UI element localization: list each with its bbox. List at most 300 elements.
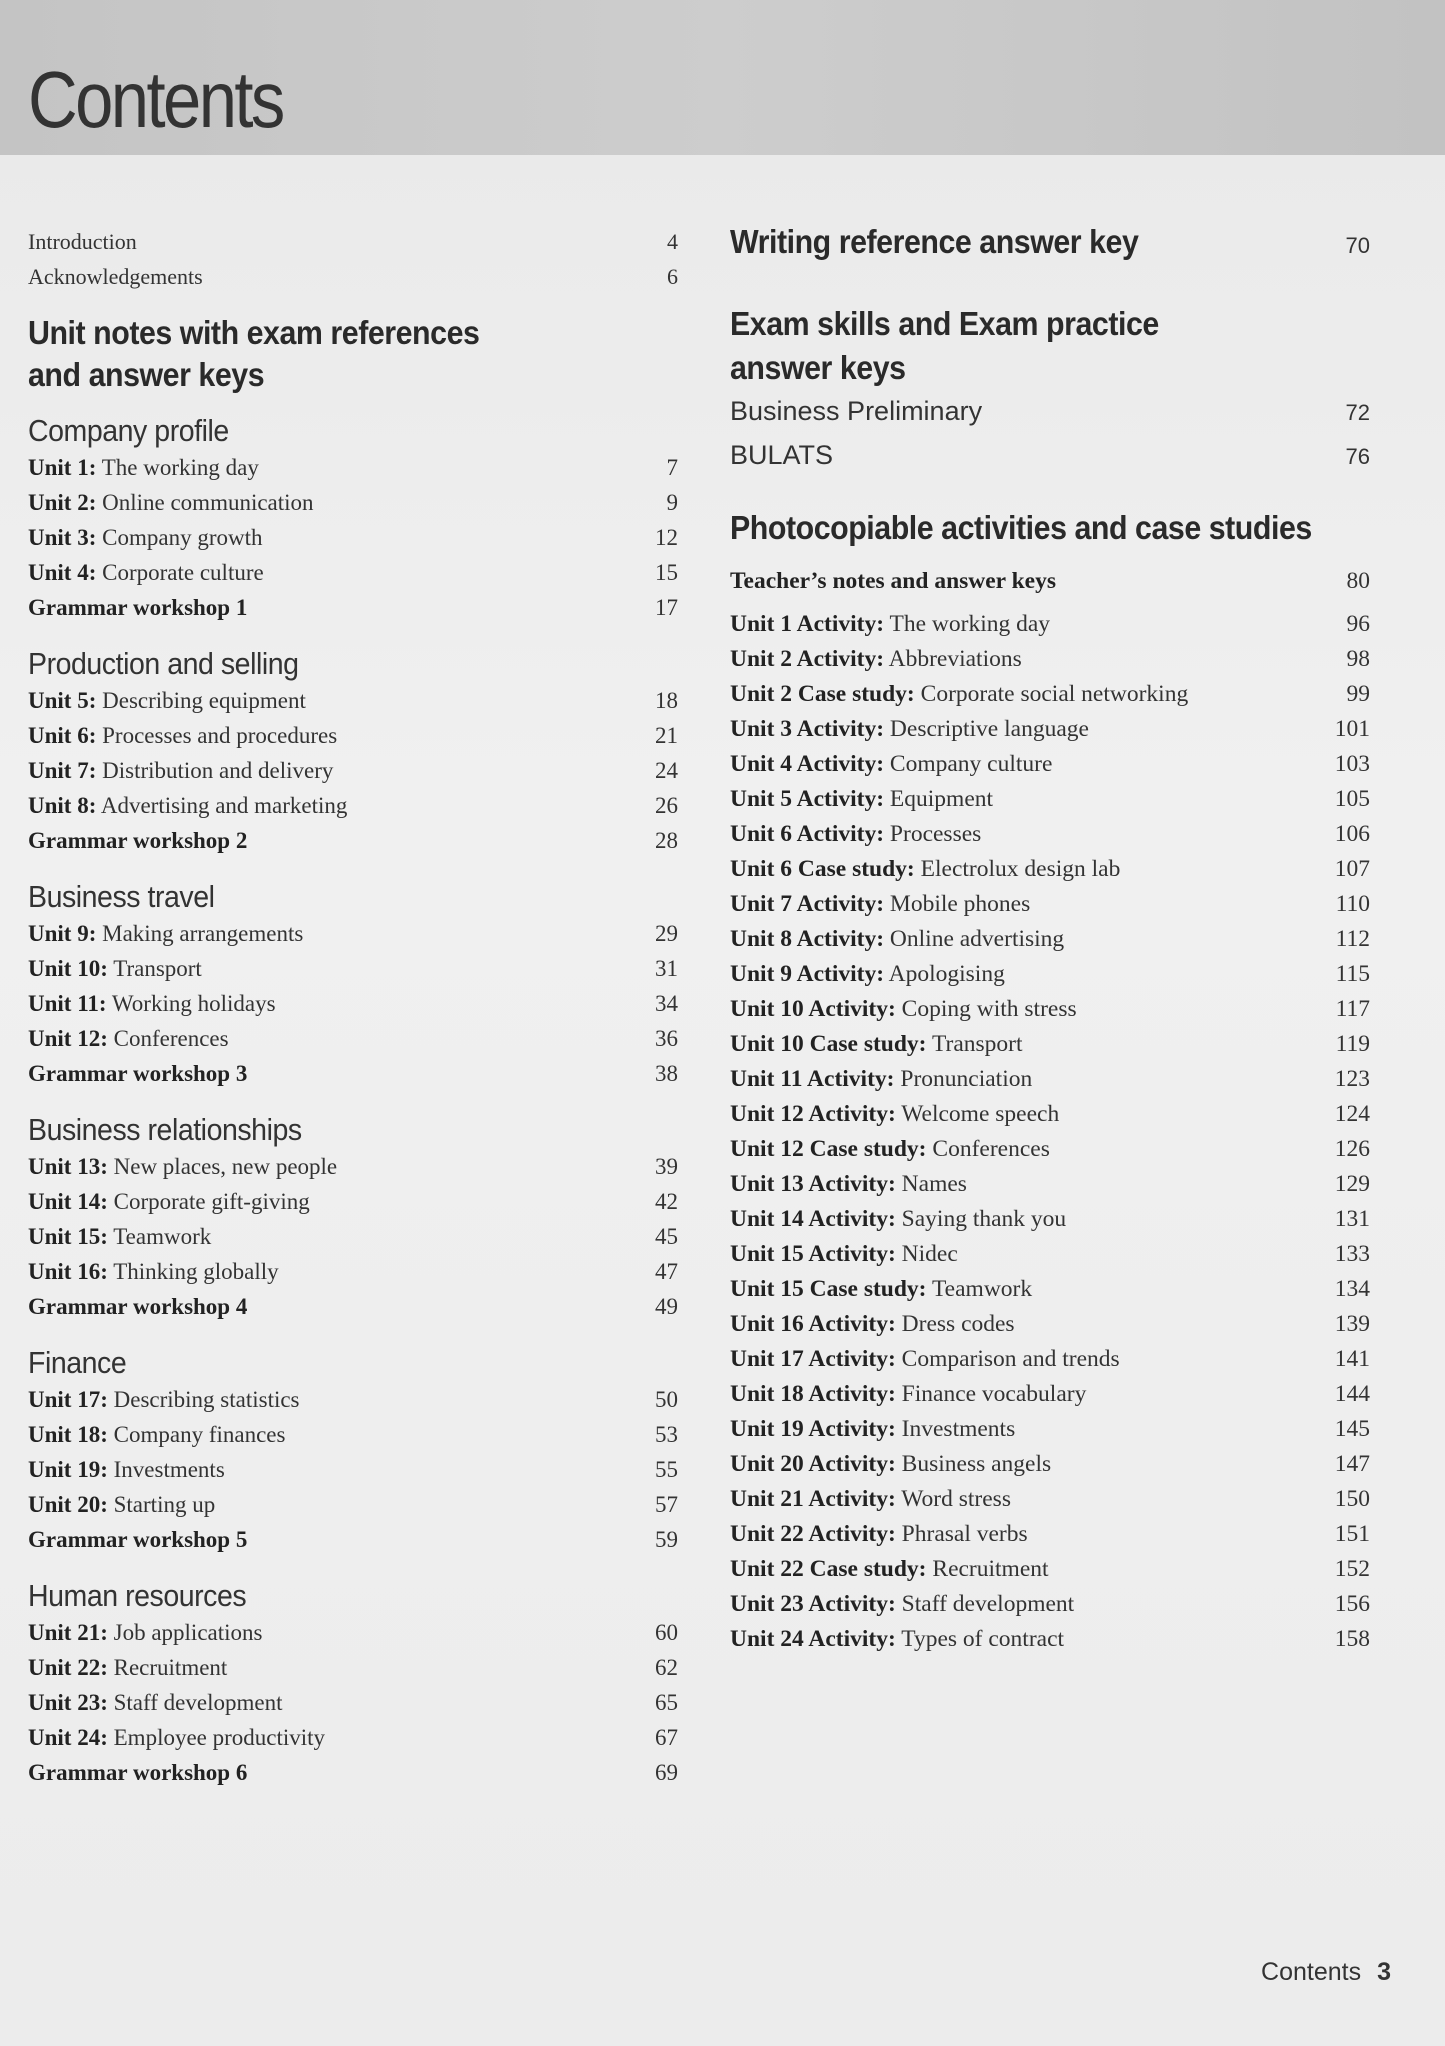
entry-unit-label: Unit 22 Case study: bbox=[730, 1556, 927, 1582]
entry-label bbox=[730, 1447, 1051, 1482]
entry-label bbox=[730, 1622, 1064, 1657]
entry-page: 131 bbox=[1334, 1206, 1370, 1232]
entry-page: 6 bbox=[667, 264, 678, 289]
contents-entry[interactable] bbox=[730, 677, 1370, 712]
entry-label bbox=[28, 986, 276, 1021]
contents-entry[interactable] bbox=[28, 1487, 678, 1522]
entry-unit-label: Unit 23 Activity: bbox=[730, 1591, 896, 1617]
entry-unit-label: Unit 10: bbox=[28, 956, 108, 981]
entry-title: Transport bbox=[107, 956, 202, 981]
contents-entry[interactable] bbox=[730, 782, 1370, 817]
entry-title: Distribution and delivery bbox=[96, 758, 334, 783]
entry-label bbox=[730, 642, 1022, 677]
entry-page: 129 bbox=[1334, 1171, 1370, 1197]
contents-entry[interactable] bbox=[730, 887, 1370, 922]
entry-page: 67 bbox=[655, 1725, 678, 1750]
contents-entry[interactable] bbox=[730, 1062, 1370, 1097]
photocopiable-heading: Photocopiable activities and case studies bbox=[730, 509, 1312, 546]
exam-item-label: BULATS bbox=[730, 440, 834, 470]
entry-unit-label: Unit 23: bbox=[28, 1690, 108, 1715]
entry-unit-label: Unit 2: bbox=[28, 490, 97, 515]
entry-page: 28 bbox=[655, 828, 678, 853]
entry-unit-label: Unit 19 Activity: bbox=[730, 1416, 896, 1442]
contents-entry[interactable] bbox=[730, 564, 1370, 599]
contents-entry[interactable] bbox=[730, 1552, 1370, 1587]
contents-entry[interactable] bbox=[28, 224, 678, 259]
contents-entry[interactable] bbox=[28, 1254, 678, 1289]
entry-unit-label: Unit 9: bbox=[28, 921, 97, 946]
entry-page: 101 bbox=[1334, 716, 1370, 742]
section-title: Business travel bbox=[28, 879, 215, 914]
entry-unit-label: Unit 21 Activity: bbox=[730, 1486, 896, 1512]
entry-title: Finance vocabulary bbox=[895, 1381, 1087, 1407]
contents-entry[interactable] bbox=[730, 1342, 1370, 1377]
entry-label bbox=[28, 1149, 337, 1184]
exam-item[interactable] bbox=[730, 434, 1370, 478]
entry-label bbox=[28, 590, 247, 625]
contents-entry[interactable] bbox=[28, 718, 678, 753]
entry-page: 7 bbox=[666, 455, 678, 480]
entry-label bbox=[28, 1219, 211, 1254]
entry-unit-label: Unit 19: bbox=[28, 1457, 108, 1482]
contents-entry[interactable] bbox=[28, 1149, 678, 1184]
footer-label: Contents bbox=[1261, 1958, 1362, 1986]
entry-title: Conferences bbox=[926, 1136, 1050, 1162]
entry-page: 144 bbox=[1334, 1381, 1370, 1407]
section-title: Human resources bbox=[28, 1578, 247, 1613]
entry-label bbox=[28, 1615, 262, 1650]
entry-title: Corporate culture bbox=[96, 560, 264, 585]
entry-page: 34 bbox=[655, 991, 678, 1016]
contents-entry[interactable] bbox=[730, 1167, 1370, 1202]
entry-title: The working day bbox=[96, 455, 259, 480]
contents-entry[interactable] bbox=[730, 1447, 1370, 1482]
entry-page: 55 bbox=[655, 1457, 678, 1482]
entry-unit-label: Unit 2 Activity: bbox=[730, 646, 885, 672]
entry-title: Abbreviations bbox=[884, 646, 1022, 672]
entry-page: 38 bbox=[655, 1061, 678, 1086]
entry-unit-label: Unit 15: bbox=[28, 1224, 108, 1249]
writing-reference-heading: Writing reference answer key bbox=[730, 223, 1139, 260]
entry-title: Staff development bbox=[895, 1591, 1075, 1617]
entry-title: Coping with stress bbox=[895, 996, 1077, 1022]
right-column bbox=[730, 220, 1370, 1657]
exam-skills-heading-line2: answer keys bbox=[730, 349, 906, 386]
entry-label bbox=[28, 1289, 247, 1324]
contents-entry[interactable] bbox=[28, 1021, 678, 1056]
entry-title: Recruitment bbox=[107, 1655, 228, 1680]
unit-section bbox=[28, 412, 678, 625]
entry-title: Conferences bbox=[107, 1026, 229, 1051]
entry-page: 139 bbox=[1334, 1311, 1370, 1337]
entry-unit-label: Unit 15 Case study: bbox=[730, 1276, 927, 1302]
contents-entry[interactable] bbox=[28, 555, 678, 590]
contents-entry[interactable] bbox=[730, 922, 1370, 957]
entry-title: Descriptive language bbox=[884, 716, 1089, 742]
entry-page: 12 bbox=[655, 525, 678, 550]
entry-title: Corporate social networking bbox=[914, 681, 1189, 707]
entry-unit-label: Grammar workshop 4 bbox=[28, 1294, 248, 1319]
entry-page: 53 bbox=[655, 1422, 678, 1447]
entry-title: Comparison and trends bbox=[895, 1346, 1120, 1372]
entry-page: 15 bbox=[655, 560, 678, 585]
entry-label bbox=[730, 887, 1030, 922]
entry-title: Describing equipment bbox=[96, 688, 306, 713]
entry-label bbox=[730, 782, 993, 817]
entry-page: 151 bbox=[1334, 1521, 1370, 1547]
entry-page: 123 bbox=[1334, 1066, 1370, 1092]
entry-label bbox=[730, 1342, 1120, 1377]
entry-unit-label: Unit 3 Activity: bbox=[730, 716, 885, 742]
entry-page: 62 bbox=[655, 1655, 678, 1680]
contents-entry[interactable] bbox=[28, 1382, 678, 1417]
entry-unit-label: Unit 7: bbox=[28, 758, 97, 783]
entry-unit-label: Unit 4: bbox=[28, 560, 97, 585]
entry-unit-label: Unit 11: bbox=[28, 991, 107, 1016]
contents-entry[interactable] bbox=[730, 1097, 1370, 1132]
entry-unit-label: Unit 5: bbox=[28, 688, 97, 713]
contents-entry[interactable] bbox=[28, 788, 678, 823]
entry-page: 60 bbox=[655, 1620, 678, 1645]
entry-label bbox=[730, 1272, 1032, 1307]
entry-unit-label: Unit 7 Activity: bbox=[730, 891, 885, 917]
unit-section bbox=[28, 878, 678, 1091]
entry-unit-label: Unit 17 Activity: bbox=[730, 1346, 896, 1372]
entry-unit-label: Unit 13: bbox=[28, 1154, 108, 1179]
entry-page: 49 bbox=[655, 1294, 678, 1319]
entry-page: 96 bbox=[1346, 611, 1370, 637]
contents-entry[interactable] bbox=[730, 607, 1370, 642]
entry-page: 99 bbox=[1346, 681, 1370, 707]
entry-title: Word stress bbox=[895, 1486, 1011, 1512]
entry-label bbox=[730, 1412, 1015, 1447]
entry-label bbox=[28, 753, 333, 788]
entry-label bbox=[730, 1517, 1028, 1552]
entry-unit-label: Grammar workshop 1 bbox=[28, 595, 248, 620]
entry-label bbox=[730, 1587, 1074, 1622]
entry-unit-label: Unit 20: bbox=[28, 1492, 108, 1517]
unit-notes-heading-line2: and answer keys bbox=[28, 356, 265, 393]
entry-page: 42 bbox=[655, 1189, 678, 1214]
entry-page: 150 bbox=[1334, 1486, 1370, 1512]
entry-page: 45 bbox=[655, 1224, 678, 1249]
entry-unit-label: Unit 4 Activity: bbox=[730, 751, 885, 777]
entry-unit-label: Unit 12: bbox=[28, 1026, 108, 1051]
entry-unit-label: Unit 8: bbox=[28, 793, 97, 818]
entry-label bbox=[730, 852, 1120, 887]
entry-label bbox=[28, 1487, 215, 1522]
entry-unit-label: Unit 22: bbox=[28, 1655, 108, 1680]
entry-unit-label: Unit 24: bbox=[28, 1725, 108, 1750]
entry-label bbox=[28, 1417, 285, 1452]
contents-entry[interactable] bbox=[730, 992, 1370, 1027]
entry-label bbox=[28, 823, 247, 858]
entry-label bbox=[730, 1377, 1086, 1412]
entry-unit-label: Unit 16: bbox=[28, 1259, 108, 1284]
entry-page: 115 bbox=[1335, 961, 1370, 987]
entry-label bbox=[28, 1184, 310, 1219]
contents-entry[interactable] bbox=[28, 1056, 678, 1091]
entry-label bbox=[28, 485, 314, 520]
entry-page: 39 bbox=[655, 1154, 678, 1179]
entry-title: Describing statistics bbox=[107, 1387, 300, 1412]
entry-label bbox=[730, 922, 1064, 957]
entry-page: 69 bbox=[655, 1760, 678, 1785]
entry-title: Investments bbox=[895, 1416, 1016, 1442]
entry-title: Phrasal verbs bbox=[895, 1521, 1028, 1547]
entry-label bbox=[28, 1720, 325, 1755]
contents-entry[interactable] bbox=[28, 753, 678, 788]
entry-page: 117 bbox=[1335, 996, 1370, 1022]
entry-unit-label: Unit 6: bbox=[28, 723, 97, 748]
entry-label bbox=[28, 951, 202, 986]
entry-page: 4 bbox=[667, 229, 678, 254]
contents-entry[interactable] bbox=[28, 986, 678, 1021]
exam-item-page: 72 bbox=[1345, 400, 1370, 425]
entry-page: 103 bbox=[1334, 751, 1370, 777]
entry-title: Welcome speech bbox=[895, 1101, 1060, 1127]
entry-title: Company culture bbox=[884, 751, 1053, 777]
entry-page: 80 bbox=[1346, 568, 1370, 594]
exam-items-list bbox=[730, 390, 1370, 478]
contents-entry[interactable] bbox=[730, 712, 1370, 747]
entry-unit-label: Unit 9 Activity: bbox=[730, 961, 885, 987]
contents-entry[interactable] bbox=[730, 1132, 1370, 1167]
contents-entry[interactable] bbox=[28, 951, 678, 986]
contents-entry[interactable] bbox=[28, 1615, 678, 1650]
entry-label bbox=[28, 1685, 282, 1720]
entry-label bbox=[28, 1021, 229, 1056]
entry-label bbox=[730, 957, 1005, 992]
entry-title: Company finances bbox=[107, 1422, 286, 1447]
entry-title: Company growth bbox=[96, 525, 263, 550]
entry-page: 21 bbox=[655, 723, 678, 748]
entry-page: 134 bbox=[1334, 1276, 1370, 1302]
entry-unit-label: Unit 15 Activity: bbox=[730, 1241, 896, 1267]
entry-label bbox=[730, 1202, 1066, 1237]
unit-section bbox=[28, 645, 678, 858]
entry-label bbox=[730, 564, 1056, 599]
exam-item[interactable] bbox=[730, 390, 1370, 434]
photocopiable-list bbox=[730, 564, 1370, 1657]
entry-page: 152 bbox=[1334, 1556, 1370, 1582]
entry-page: 9 bbox=[666, 490, 678, 515]
entry-unit-label: Unit 10 Case study: bbox=[730, 1031, 927, 1057]
entry-label bbox=[28, 1452, 225, 1487]
contents-entry[interactable] bbox=[28, 683, 678, 718]
contents-entry[interactable] bbox=[730, 1272, 1370, 1307]
entry-page: 110 bbox=[1335, 891, 1370, 917]
entry-title: Equipment bbox=[884, 786, 994, 812]
section-title: Production and selling bbox=[28, 646, 299, 681]
entry-title: Names bbox=[895, 1171, 967, 1197]
exam-item-page: 76 bbox=[1345, 444, 1370, 469]
entry-unit-label: Unit 6 Activity: bbox=[730, 821, 885, 847]
exam-skills-heading-line1: Exam skills and Exam practice bbox=[730, 305, 1159, 342]
contents-entry[interactable] bbox=[730, 1237, 1370, 1272]
entry-page: 158 bbox=[1334, 1626, 1370, 1652]
entry-title: Online communication bbox=[96, 490, 314, 515]
entry-label bbox=[730, 1027, 1023, 1062]
entry-page: 36 bbox=[655, 1026, 678, 1051]
entry-title: The working day bbox=[884, 611, 1051, 637]
entry-unit-label: Grammar workshop 2 bbox=[28, 828, 248, 853]
contents-entry[interactable] bbox=[28, 823, 678, 858]
contents-entry[interactable] bbox=[28, 1685, 678, 1720]
entry-title: Pronunciation bbox=[894, 1066, 1033, 1092]
contents-entry[interactable] bbox=[28, 1184, 678, 1219]
entry-unit-label: Unit 18 Activity: bbox=[730, 1381, 896, 1407]
contents-entry[interactable] bbox=[28, 1289, 678, 1324]
entry-title: Processes and procedures bbox=[96, 723, 338, 748]
contents-entry[interactable] bbox=[730, 1202, 1370, 1237]
entry-label: Introduction bbox=[28, 229, 137, 254]
entry-page: 106 bbox=[1334, 821, 1370, 847]
entry-label bbox=[730, 1132, 1050, 1167]
intro-list bbox=[28, 224, 678, 294]
section-title: Finance bbox=[28, 1345, 127, 1380]
contents-entry[interactable] bbox=[730, 1587, 1370, 1622]
contents-entry[interactable] bbox=[28, 450, 678, 485]
entry-unit-label: Unit 21: bbox=[28, 1620, 108, 1645]
entry-label bbox=[28, 1382, 300, 1417]
page-footer bbox=[1261, 1958, 1391, 1987]
contents-entry[interactable] bbox=[28, 520, 678, 555]
unit-section bbox=[28, 1577, 678, 1790]
entry-title: Dress codes bbox=[895, 1311, 1015, 1337]
contents-entry[interactable] bbox=[28, 1755, 678, 1790]
entry-page: 29 bbox=[655, 921, 678, 946]
entry-unit-label: Unit 12 Activity: bbox=[730, 1101, 896, 1127]
contents-entry[interactable] bbox=[28, 916, 678, 951]
entry-title: Job applications bbox=[107, 1620, 263, 1645]
exam-skills-heading bbox=[730, 302, 1319, 390]
entry-label bbox=[730, 1062, 1032, 1097]
entry-page: 24 bbox=[655, 758, 678, 783]
entry-unit-label: Unit 24 Activity: bbox=[730, 1626, 896, 1652]
entry-title: Online advertising bbox=[884, 926, 1065, 952]
contents-entry[interactable] bbox=[28, 590, 678, 625]
entry-title: Advertising and marketing bbox=[96, 793, 348, 818]
entry-unit-label: Unit 20 Activity: bbox=[730, 1451, 896, 1477]
entry-page: 124 bbox=[1334, 1101, 1370, 1127]
entry-page: 31 bbox=[655, 956, 678, 981]
contents-entry[interactable] bbox=[730, 852, 1370, 887]
contents-entry[interactable] bbox=[28, 1650, 678, 1685]
entry-unit-label: Unit 18: bbox=[28, 1422, 108, 1447]
entry-label bbox=[28, 555, 264, 590]
entry-label bbox=[730, 677, 1188, 712]
section-title: Business relationships bbox=[28, 1112, 302, 1147]
unit-notes-heading bbox=[28, 312, 626, 396]
entry-label: Acknowledgements bbox=[28, 264, 203, 289]
contents-entry[interactable] bbox=[28, 1720, 678, 1755]
entry-unit-label: Grammar workshop 5 bbox=[28, 1527, 248, 1552]
contents-entry[interactable] bbox=[730, 957, 1370, 992]
entry-label bbox=[730, 712, 1089, 747]
entry-title: Mobile phones bbox=[884, 891, 1031, 917]
contents-entry[interactable] bbox=[28, 259, 678, 294]
entry-page: 112 bbox=[1335, 926, 1370, 952]
entry-title: Corporate gift-giving bbox=[107, 1189, 310, 1214]
contents-entry[interactable] bbox=[28, 1219, 678, 1254]
entry-page: 107 bbox=[1334, 856, 1370, 882]
entry-label bbox=[28, 683, 306, 718]
contents-entry[interactable] bbox=[28, 485, 678, 520]
entry-label bbox=[730, 747, 1052, 782]
entry-page: 98 bbox=[1346, 646, 1370, 672]
entry-label bbox=[28, 520, 262, 555]
footer-page-number: 3 bbox=[1377, 1958, 1391, 1986]
entry-label bbox=[28, 788, 347, 823]
contents-entry[interactable] bbox=[730, 642, 1370, 677]
entry-unit-label: Unit 2 Case study: bbox=[730, 681, 915, 707]
entry-unit-label: Unit 3: bbox=[28, 525, 97, 550]
entry-page: 145 bbox=[1334, 1416, 1370, 1442]
entry-page: 17 bbox=[655, 595, 678, 620]
entry-title: Starting up bbox=[107, 1492, 216, 1517]
entry-title: Processes bbox=[884, 821, 982, 847]
entry-label bbox=[28, 916, 303, 951]
contents-entry[interactable] bbox=[730, 1482, 1370, 1517]
entry-unit-label: Unit 13 Activity: bbox=[730, 1171, 896, 1197]
contents-entry[interactable] bbox=[730, 1517, 1370, 1552]
entry-label bbox=[730, 992, 1077, 1027]
entry-page: 47 bbox=[655, 1259, 678, 1284]
writing-reference-row[interactable] bbox=[730, 220, 1370, 264]
contents-entry[interactable] bbox=[730, 1027, 1370, 1062]
contents-entry[interactable] bbox=[730, 1377, 1370, 1412]
entry-unit-label: Unit 17: bbox=[28, 1387, 108, 1412]
entry-page: 133 bbox=[1334, 1241, 1370, 1267]
entry-label bbox=[730, 1237, 958, 1272]
entry-label bbox=[28, 718, 337, 753]
contents-entry[interactable] bbox=[28, 1417, 678, 1452]
entry-title: Transport bbox=[926, 1031, 1023, 1057]
entry-title: Apologising bbox=[884, 961, 1005, 987]
entry-title: Business angels bbox=[895, 1451, 1052, 1477]
contents-entry[interactable] bbox=[730, 1412, 1370, 1447]
contents-entry[interactable] bbox=[730, 817, 1370, 852]
contents-entry[interactable] bbox=[28, 1522, 678, 1557]
entry-label bbox=[730, 817, 981, 852]
entry-title: Teamwork bbox=[107, 1224, 212, 1249]
entry-unit-label: Unit 1 Activity: bbox=[730, 611, 885, 637]
contents-entry[interactable] bbox=[730, 747, 1370, 782]
entry-label bbox=[28, 1755, 247, 1790]
entry-label bbox=[28, 450, 259, 485]
entry-unit-label: Unit 6 Case study: bbox=[730, 856, 915, 882]
entry-title: Recruitment bbox=[926, 1556, 1049, 1582]
entry-unit-label: Unit 10 Activity: bbox=[730, 996, 896, 1022]
entry-unit-label: Unit 11 Activity: bbox=[730, 1066, 895, 1092]
contents-entry[interactable] bbox=[28, 1452, 678, 1487]
entry-unit-label: Unit 14 Activity: bbox=[730, 1206, 896, 1232]
entry-page: 156 bbox=[1334, 1591, 1370, 1617]
entry-unit-label: Unit 22 Activity: bbox=[730, 1521, 896, 1547]
entry-label bbox=[730, 1097, 1059, 1132]
entry-label bbox=[28, 1522, 247, 1557]
left-column bbox=[28, 224, 678, 1790]
unit-section bbox=[28, 1111, 678, 1324]
entry-page: 50 bbox=[655, 1387, 678, 1412]
contents-entry[interactable] bbox=[730, 1307, 1370, 1342]
entry-label bbox=[730, 1167, 967, 1202]
unit-section bbox=[28, 1344, 678, 1557]
entry-label bbox=[28, 1254, 279, 1289]
contents-entry[interactable] bbox=[730, 1622, 1370, 1657]
entry-unit-label: Unit 12 Case study: bbox=[730, 1136, 927, 1162]
